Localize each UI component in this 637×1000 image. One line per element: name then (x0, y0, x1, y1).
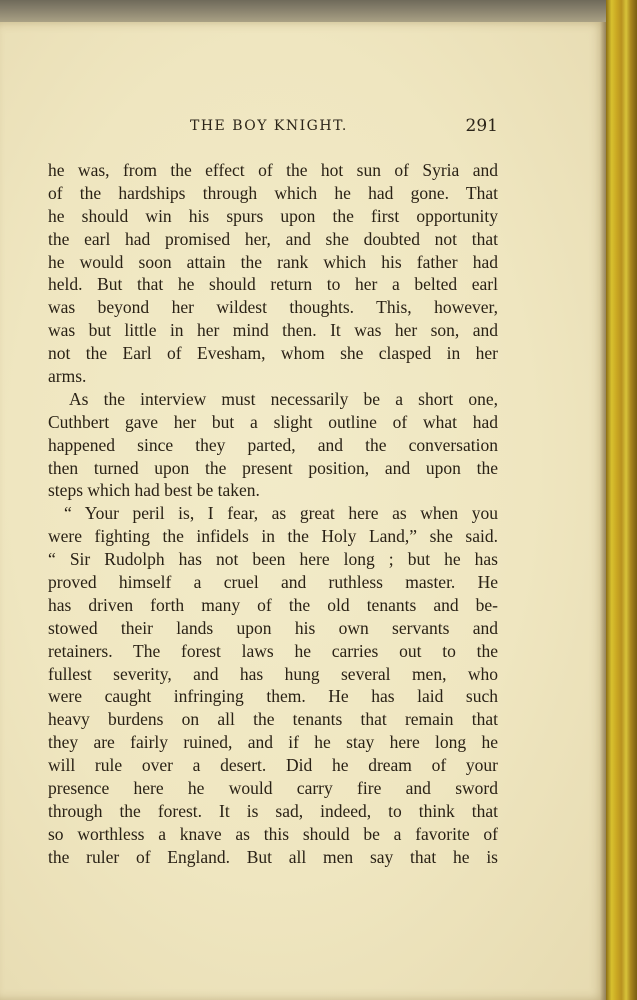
text-line: retainers. The forest laws he carries out to the (48, 640, 498, 661)
text-line: “ Sir Rudolph has not been here long ; but he has (48, 549, 498, 570)
text-line: so worthless a knave as this should be a favorite of (48, 823, 498, 844)
text-line: heavy burdens on all the tenants that remain that (48, 709, 498, 730)
text-line: proved himself a cruel and ruthless master. He (48, 572, 498, 593)
text-line: were caught infringing them. He has laid such (48, 686, 498, 707)
text-line: the ruler of England. But all men say that he is (48, 846, 498, 867)
text-line: were fighting the infidels in the Holy Land,” she said. (48, 526, 498, 547)
text-line: through the forest. It is sad, indeed, to think that (48, 800, 498, 821)
text-line: he should win his spurs upon the first opportunity (48, 205, 498, 226)
running-head-title: THE BOY KNIGHT. (190, 118, 348, 134)
running-header (48, 118, 498, 138)
text-line: held. But that he should return to her a belted earl (48, 274, 498, 295)
text-line: was but little in her mind then. It was her son, and (48, 320, 498, 341)
text-line: then turned upon the present position, and upon the (48, 457, 498, 478)
text-line: of the hardships through which he had gone. That (48, 182, 498, 203)
text-line: the earl had promised her, and she doubted not that (48, 228, 498, 249)
book-spine-edge (606, 0, 637, 1000)
text-line: fullest severity, and has hung several men, who (48, 663, 498, 684)
text-line: steps which had best be taken. (48, 480, 260, 501)
text-line: he was, from the effect of the hot sun of Syria and (48, 160, 498, 180)
page-number: 291 (465, 116, 498, 136)
text-line: has driven forth many of the old tenants and be- (48, 594, 498, 615)
text-line: he would soon attain the rank which his father had (48, 251, 498, 272)
text-line: not the Earl of Evesham, whom she clasped in her (48, 343, 498, 364)
text-line: they are fairly ruined, and if he stay here long he (48, 732, 498, 753)
text-line: arms. (48, 366, 87, 387)
text-line: presence here he would carry fire and sword (48, 778, 498, 799)
text-line: As the interview must necessarily be a short one, (69, 388, 498, 409)
text-line: was beyond her wildest thoughts. This, however, (48, 297, 498, 318)
text-line: happened since they parted, and the conversation (48, 434, 498, 455)
text-line: will rule over a desert. Did he dream of your (48, 755, 498, 776)
text-line: Cuthbert gave her but a slight outline of what had (48, 411, 498, 432)
text-line: stowed their lands upon his own servants and (48, 617, 498, 638)
body-text (48, 159, 498, 869)
text-line: “ Your peril is, I fear, as great here as when you (64, 503, 498, 524)
